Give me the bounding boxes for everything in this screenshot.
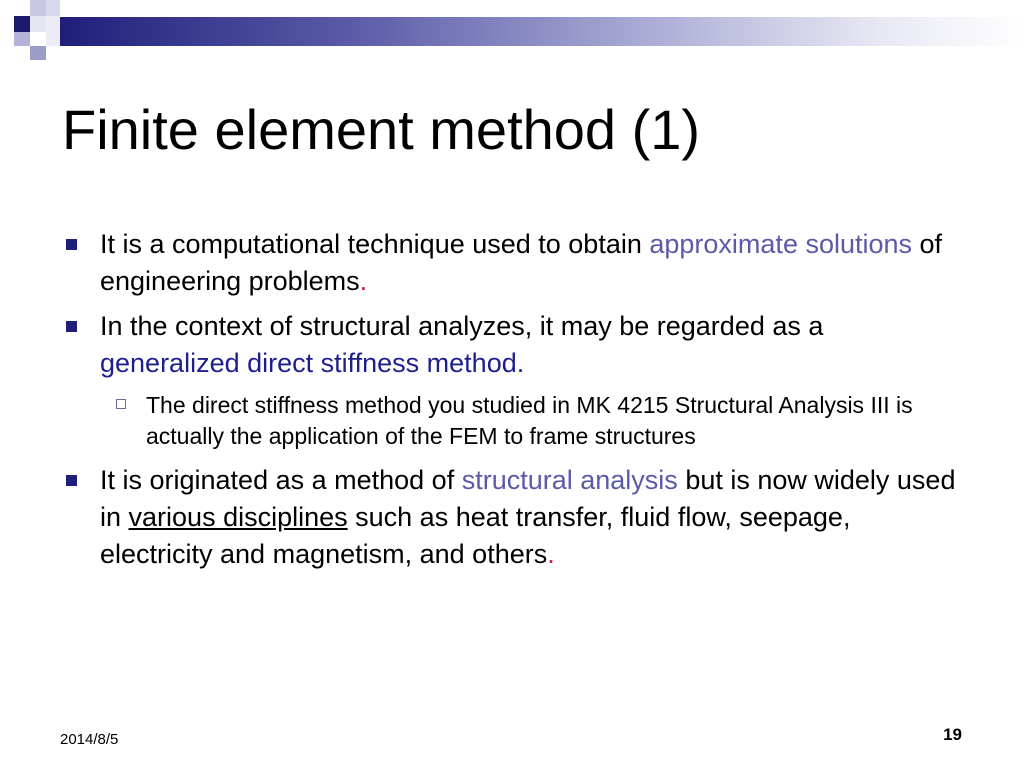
square-bullet-icon: [66, 321, 77, 332]
deco-square: [30, 0, 46, 16]
deco-square: [46, 16, 60, 46]
deco-square: [14, 16, 30, 32]
hollow-square-bullet-icon: [116, 399, 126, 409]
deco-square: [30, 16, 46, 32]
slide-title: Finite element method (1): [62, 98, 701, 161]
highlight-text: approximate solutions: [649, 229, 913, 259]
bullet-item: In the context of structural analyzes, it may be regarded as a generalized direct stiffness method.: [62, 308, 962, 382]
bullet-list: [62, 226, 962, 581]
highlight-text: structural analysis: [461, 465, 678, 495]
deco-square: [46, 0, 60, 16]
header-gradient-bar: [60, 17, 1024, 46]
header-decoration: [0, 0, 1024, 70]
bullet-item: It is originated as a method of structural analysis but is now widely used in various disciplines such as heat transfer, fluid flow, seepage, electricity and magnetism, and others.: [62, 462, 962, 573]
square-bullet-icon: [66, 239, 77, 250]
bullet-item: It is a computational technique used to obtain approximate solutions of engineering problems.: [62, 226, 962, 300]
deco-square: [14, 32, 30, 46]
square-bullet-icon: [66, 475, 77, 486]
page-number: 19: [943, 725, 962, 744]
underlined-text: various disciplines: [128, 502, 348, 532]
footer-date: 2014/8/5: [60, 731, 119, 748]
highlight-text: generalized direct stiffness method.: [100, 348, 525, 378]
sub-bullet-item: The direct stiffness method you studied in MK 4215 Structural Analysis III is actually the application of the FEM to frame structures: [62, 390, 962, 452]
deco-square: [30, 46, 46, 60]
